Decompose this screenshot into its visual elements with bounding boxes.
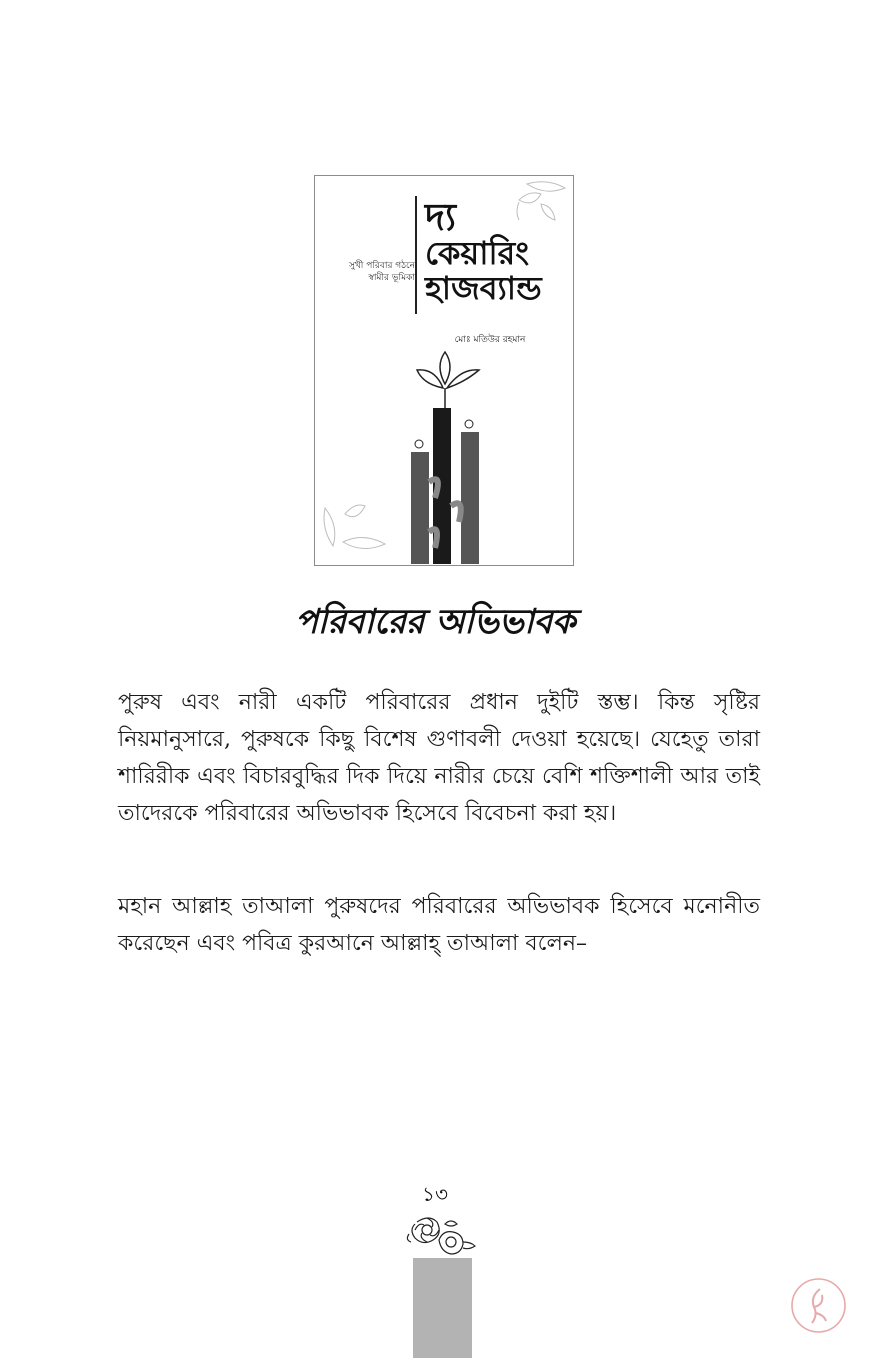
cover-title (425, 195, 565, 307)
cover-pillars-icon (411, 408, 479, 564)
cover-leaves-bottom-icon (324, 505, 385, 549)
body-paragraph-1: পুরুষ এবং নারী একটি পরিবারের প্রধান দুইটি স্তম্ভ। কিন্ত সৃষ্টির নিয়মানুসারে, পুরুষকে কিছু বিশেষ গুণাবলী দেওয়া হয়েছে। যেহেতু তারা শারিরীক এবং বিচারবুদ্ধির দিক দিয়ে নারীর চেয়ে বেশি শক্তিশালী আর তাই তাদেরকে পরিবারের অভিভাবক হিসেবে বিবেচনা করা হয়। (118, 690, 760, 826)
page-tab (413, 1258, 472, 1358)
flower-ornament-icon (405, 1212, 481, 1258)
page-number: ১৩ (422, 1182, 448, 1206)
cover-author: মোঃ মতিউর রহমান (454, 335, 526, 345)
chapter-heading: পরিবারের অভিভাবক (294, 602, 576, 642)
body-paragraph-2: মহান আল্লাহ তাআলা পুরুষদের পরিবারের অভিভাবক হিসেবে মনোনীত করেছেন এবং পবিত্র কুরআনে আল্লাহ্ তাআলা বলেন– (118, 894, 760, 956)
book-cover-image (314, 175, 574, 566)
cover-title-line-2: কেয়ারিং (425, 234, 530, 272)
publisher-logo-icon (790, 1277, 847, 1334)
cover-plant-icon (417, 352, 479, 408)
cover-title-line-1: দ্য (425, 195, 456, 239)
cover-divider (415, 196, 417, 314)
cover-title-line-3: হাজব্যান্ড (425, 269, 542, 307)
cover-tagline: সুখী পরিবার গঠনে স্বামীর ভূমিকা (348, 261, 415, 283)
